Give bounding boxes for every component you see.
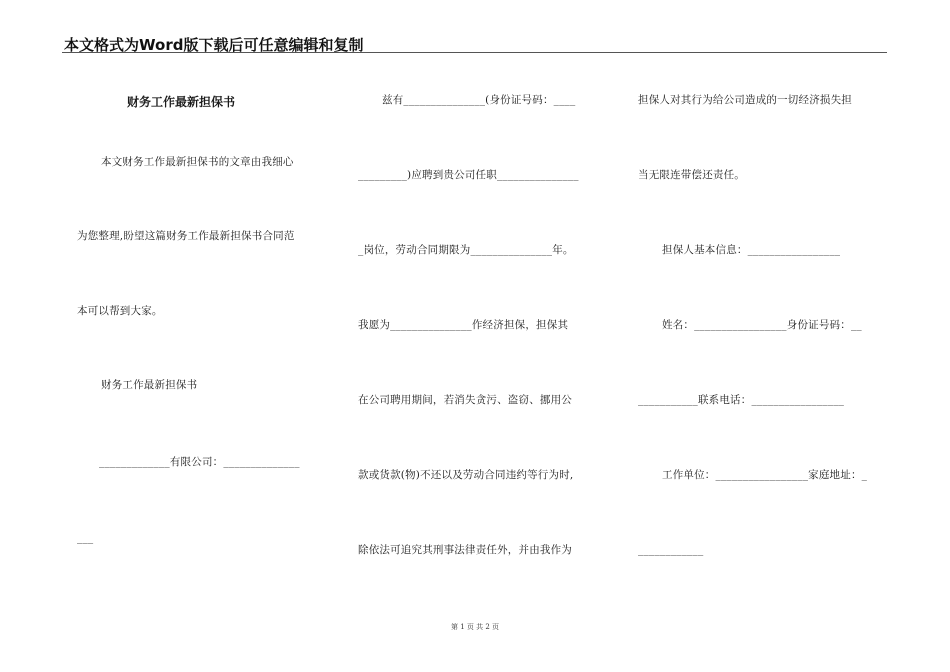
text-line: 当无限连带偿还责任。 bbox=[638, 169, 745, 181]
text-line: ____________ bbox=[638, 544, 704, 556]
text-line: _________)应聘到贵公司任职_______________ bbox=[358, 169, 579, 181]
text-line: 除依法可追究其刑事法律责任外，并由我作为 bbox=[358, 544, 572, 556]
text-line: 为您整理,盼望这篇财务工作最新担保书合同范 bbox=[77, 230, 295, 242]
text-line: 我愿为_______________作经济担保，担保其 bbox=[358, 319, 569, 331]
header-rule bbox=[62, 52, 887, 53]
text-line: 工作单位：_________________家庭地址：_ bbox=[662, 469, 868, 481]
text-line: 财务工作最新担保书 bbox=[101, 379, 198, 391]
text-line: ___ bbox=[77, 532, 94, 544]
text-line: 姓名：_________________身份证号码：__ bbox=[662, 319, 862, 331]
document-title: 财务工作最新担保书 bbox=[127, 95, 236, 109]
text-line: ___________联系电话：_________________ bbox=[638, 394, 845, 406]
text-line: 在公司聘用期间，若消失贪污、盗窃、挪用公 bbox=[358, 394, 572, 406]
page-footer: 第 1 页 共 2 页 bbox=[450, 623, 500, 631]
text-line: 担保人对其行为给公司造成的一切经济损失担 bbox=[638, 94, 852, 106]
document-header: 本文格式为Word版下载后可任意编辑和复制 bbox=[64, 36, 364, 54]
text-line: 本文财务工作最新担保书的文章由我细心 bbox=[101, 156, 294, 168]
text-line: 款或货款(物)不还以及劳动合同违约等行为时, bbox=[358, 469, 574, 481]
text-line: 担保人基本信息：_________________ bbox=[662, 244, 841, 256]
text-line: 兹有_______________(身份证号码：____ bbox=[382, 94, 576, 106]
text-line: 本可以帮到大家。 bbox=[77, 305, 163, 317]
text-line: _岗位，劳动合同期限为_______________年。 bbox=[358, 244, 574, 256]
text-line: _____________有限公司：______________ bbox=[99, 456, 300, 468]
